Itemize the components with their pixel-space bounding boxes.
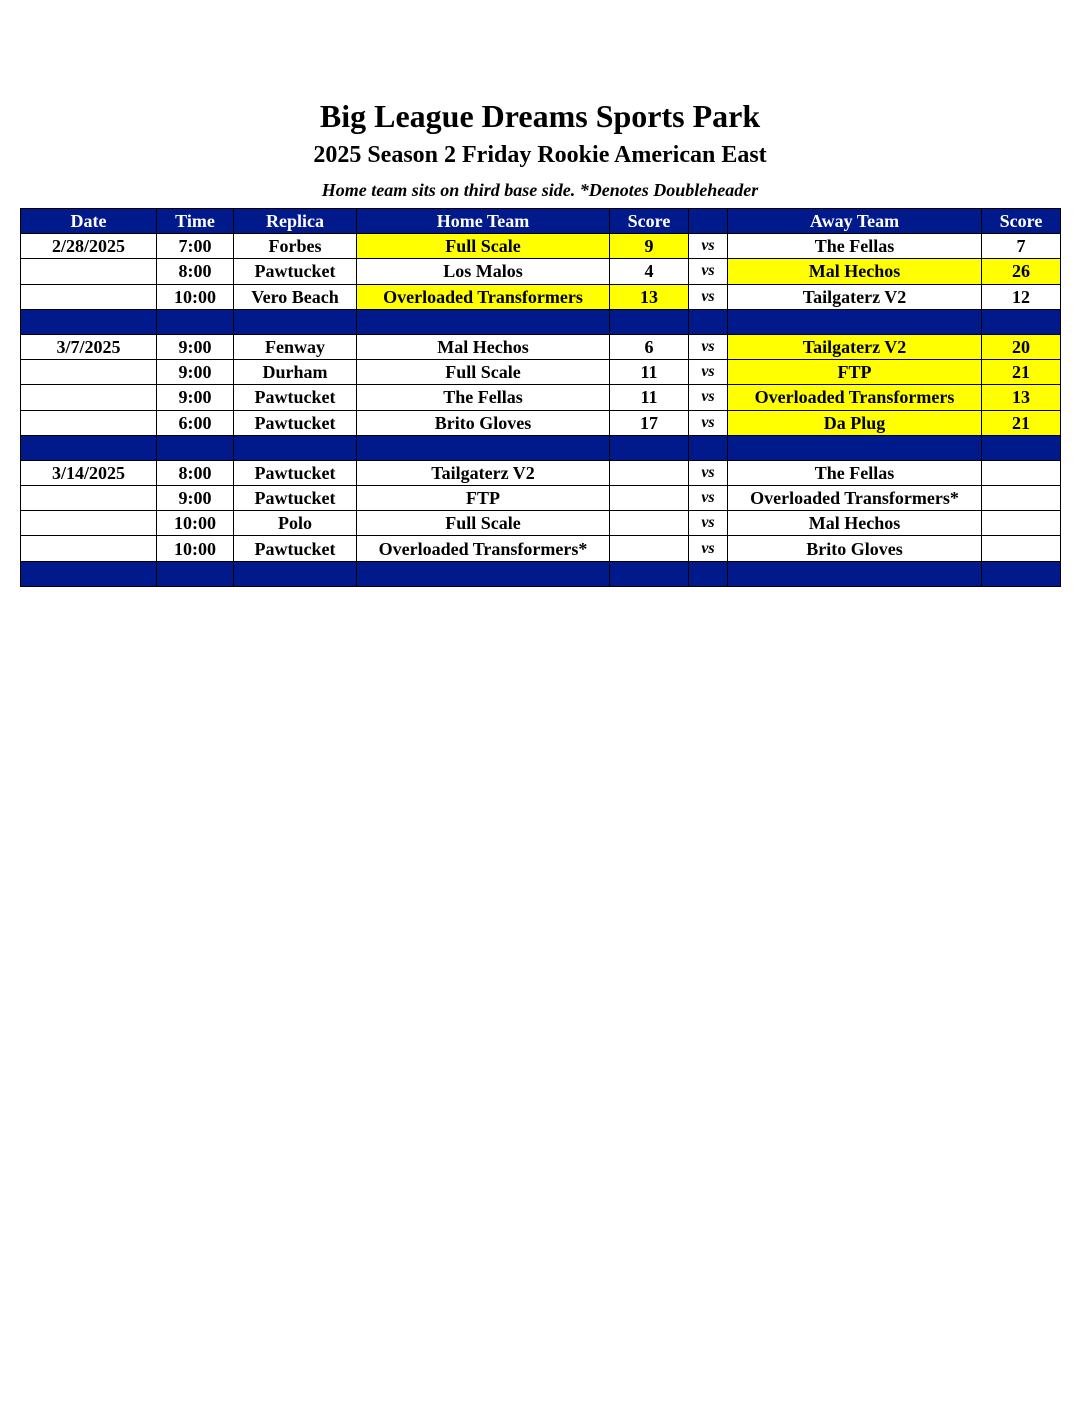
vs-cell: vs (689, 385, 728, 410)
away-score-cell: 21 (982, 360, 1061, 385)
home-team-cell: Overloaded Transformers (357, 284, 610, 309)
away-score-cell (982, 511, 1061, 536)
time-cell: 10:00 (157, 536, 234, 561)
replica-cell: Durham (234, 360, 357, 385)
home-score-cell (610, 511, 689, 536)
game-row (21, 234, 1061, 259)
vs-cell: vs (689, 259, 728, 284)
separator-cell (689, 435, 728, 460)
vs-cell: vs (689, 410, 728, 435)
time-cell: 7:00 (157, 234, 234, 259)
home-score-cell: 13 (610, 284, 689, 309)
vs-cell: vs (689, 234, 728, 259)
date-cell (21, 259, 157, 284)
date-cell (21, 486, 157, 511)
home-score-cell: 6 (610, 334, 689, 359)
replica-cell: Vero Beach (234, 284, 357, 309)
vs-cell: vs (689, 334, 728, 359)
away-score-cell: 13 (982, 385, 1061, 410)
replica-cell: Pawtucket (234, 410, 357, 435)
away-team-cell: The Fellas (728, 460, 982, 485)
schedule-note: Home team sits on third base side. *Denotes Doubleheader (321, 180, 759, 200)
separator-cell (234, 435, 357, 460)
date-cell: 2/28/2025 (21, 234, 157, 259)
separator-row (21, 435, 1061, 460)
column-header-home-score: Score (610, 209, 689, 234)
game-row (21, 385, 1061, 410)
away-team-cell: Mal Hechos (728, 259, 982, 284)
away-team-cell: Tailgaterz V2 (728, 334, 982, 359)
date-cell (21, 284, 157, 309)
home-score-cell (610, 536, 689, 561)
separator-cell (234, 309, 357, 334)
date-cell (21, 511, 157, 536)
separator-cell (982, 435, 1061, 460)
home-score-cell: 17 (610, 410, 689, 435)
replica-cell: Pawtucket (234, 460, 357, 485)
away-score-cell: 26 (982, 259, 1061, 284)
home-team-cell: Brito Gloves (357, 410, 610, 435)
separator-cell (689, 309, 728, 334)
home-score-cell (610, 460, 689, 485)
separator-cell (982, 309, 1061, 334)
header-row (21, 209, 1061, 234)
separator-cell (610, 435, 689, 460)
time-cell: 8:00 (157, 460, 234, 485)
replica-cell: Polo (234, 511, 357, 536)
separator-cell (21, 561, 157, 586)
game-row (21, 259, 1061, 284)
separator-cell (610, 309, 689, 334)
time-cell: 9:00 (157, 334, 234, 359)
schedule-table (20, 208, 1061, 587)
home-team-cell: Overloaded Transformers* (357, 536, 610, 561)
vs-cell: vs (689, 460, 728, 485)
home-team-cell: Full Scale (357, 234, 610, 259)
page-title: Big League Dreams Sports Park (319, 98, 761, 134)
away-score-cell (982, 460, 1061, 485)
home-team-cell: Full Scale (357, 360, 610, 385)
game-row (21, 334, 1061, 359)
time-cell: 10:00 (157, 284, 234, 309)
separator-cell (234, 561, 357, 586)
date-cell (21, 385, 157, 410)
column-header-away-team: Away Team (728, 209, 982, 234)
replica-cell: Pawtucket (234, 486, 357, 511)
separator-cell (689, 561, 728, 586)
home-score-cell: 11 (610, 385, 689, 410)
date-cell (21, 360, 157, 385)
replica-cell: Fenway (234, 334, 357, 359)
away-score-cell (982, 536, 1061, 561)
page-subtitle: 2025 Season 2 Friday Rookie American East (313, 142, 767, 168)
away-score-cell (982, 486, 1061, 511)
vs-cell: vs (689, 486, 728, 511)
game-row (21, 511, 1061, 536)
time-cell: 9:00 (157, 385, 234, 410)
replica-cell: Pawtucket (234, 536, 357, 561)
date-cell: 3/7/2025 (21, 334, 157, 359)
game-row (21, 360, 1061, 385)
time-cell: 9:00 (157, 486, 234, 511)
home-score-cell: 11 (610, 360, 689, 385)
separator-cell (982, 561, 1061, 586)
time-cell: 8:00 (157, 259, 234, 284)
time-cell: 9:00 (157, 360, 234, 385)
separator-cell (357, 561, 610, 586)
away-team-cell: Overloaded Transformers* (728, 486, 982, 511)
separator-cell (157, 561, 234, 586)
home-team-cell: Tailgaterz V2 (357, 460, 610, 485)
replica-cell: Forbes (234, 234, 357, 259)
schedule-body (21, 234, 1061, 587)
vs-cell: vs (689, 284, 728, 309)
home-team-cell: Los Malos (357, 259, 610, 284)
away-score-cell: 7 (982, 234, 1061, 259)
away-team-cell: Mal Hechos (728, 511, 982, 536)
separator-cell (610, 561, 689, 586)
separator-cell (21, 309, 157, 334)
home-team-cell: Full Scale (357, 511, 610, 536)
replica-cell: Pawtucket (234, 259, 357, 284)
vs-cell: vs (689, 536, 728, 561)
home-score-cell: 9 (610, 234, 689, 259)
date-cell (21, 536, 157, 561)
replica-cell: Pawtucket (234, 385, 357, 410)
column-header-home-team: Home Team (357, 209, 610, 234)
separator-cell (157, 435, 234, 460)
away-score-cell: 20 (982, 334, 1061, 359)
home-score-cell: 4 (610, 259, 689, 284)
away-team-cell: The Fellas (728, 234, 982, 259)
time-cell: 10:00 (157, 511, 234, 536)
home-score-cell (610, 486, 689, 511)
home-team-cell: FTP (357, 486, 610, 511)
home-team-cell: Mal Hechos (357, 334, 610, 359)
separator-cell (728, 309, 982, 334)
vs-cell: vs (689, 511, 728, 536)
time-cell: 6:00 (157, 410, 234, 435)
game-row (21, 536, 1061, 561)
column-header-time: Time (157, 209, 234, 234)
away-score-cell: 21 (982, 410, 1061, 435)
date-cell: 3/14/2025 (21, 460, 157, 485)
away-team-cell: FTP (728, 360, 982, 385)
column-header-vs (689, 209, 728, 234)
separator-row (21, 309, 1061, 334)
game-row (21, 284, 1061, 309)
column-header-away-score: Score (982, 209, 1061, 234)
separator-row (21, 561, 1061, 586)
column-header-replica: Replica (234, 209, 357, 234)
away-team-cell: Da Plug (728, 410, 982, 435)
game-row (21, 460, 1061, 485)
vs-cell: vs (689, 360, 728, 385)
home-team-cell: The Fellas (357, 385, 610, 410)
away-team-cell: Overloaded Transformers (728, 385, 982, 410)
separator-cell (728, 435, 982, 460)
away-team-cell: Tailgaterz V2 (728, 284, 982, 309)
game-row (21, 410, 1061, 435)
separator-cell (357, 435, 610, 460)
separator-cell (357, 309, 610, 334)
separator-cell (157, 309, 234, 334)
game-row (21, 486, 1061, 511)
column-header-date: Date (21, 209, 157, 234)
separator-cell (21, 435, 157, 460)
date-cell (21, 410, 157, 435)
away-score-cell: 12 (982, 284, 1061, 309)
away-team-cell: Brito Gloves (728, 536, 982, 561)
separator-cell (728, 561, 982, 586)
